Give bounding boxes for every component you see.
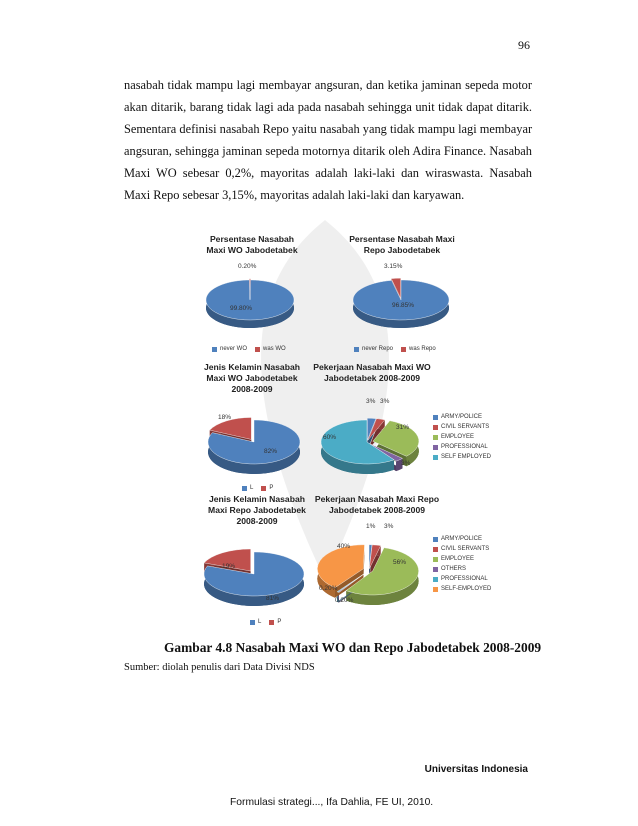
chart-legend — [242, 485, 273, 491]
pie-svg — [311, 406, 423, 486]
body-line: akan ditarik, barang tidak lagi ada pada nasabah sehingga unit tidak dapat ditarik. — [124, 100, 532, 114]
body-line: Maxi Repo sebesar 3,15%, mayoritas adalah laki-laki dan karyawan. — [124, 188, 465, 202]
chart-legend — [433, 536, 491, 596]
slice-label: 3.15% — [384, 263, 403, 270]
body-line: Sementara definisi nasabah Repo yaitu nasabah yang tidak mampu lagi membayar — [124, 122, 533, 136]
legend-item: CIVIL SERVANTS — [433, 424, 491, 430]
slice-label: 3% — [384, 523, 394, 530]
university-name: Universitas Indonesia — [424, 764, 528, 775]
legend-item: OTHERS — [433, 566, 491, 572]
chart-title: Jenis Kelamin Nasabah Maxi Repo Jabodetabek 2008-2009 — [208, 494, 306, 526]
legend-item: P — [269, 619, 281, 625]
legend-item: EMPLOYEE — [433, 434, 491, 440]
legend-item: never Repo — [354, 346, 393, 352]
legend-item: was Repo — [401, 346, 436, 352]
legend-item: was WO — [255, 346, 286, 352]
chart-legend — [250, 619, 281, 625]
figure-pie-charts — [172, 222, 492, 632]
legend-item: EMPLOYEE — [433, 556, 491, 562]
legend-item: SELF-EMPLOYED — [433, 586, 491, 592]
slice-label: 1% — [366, 523, 376, 530]
slice-label: 31% — [396, 424, 410, 431]
figure-source: Sumber: diolah penulis dari Data Divisi NDS — [124, 662, 315, 673]
slice-label: 18% — [218, 414, 232, 421]
slice-label: 60% — [323, 434, 337, 441]
figure-caption: Gambar 4.8 Nasabah Maxi WO dan Repo Jabodetabek 2008-2009 — [164, 640, 542, 655]
legend-item: PROFESSIONAL — [433, 444, 491, 450]
chart-title: Pekerjaan Nasabah Maxi WO Jabodetabek 2008-2009 — [313, 362, 431, 383]
legend-item: ARMY/POLICE — [433, 536, 491, 542]
slice-label: 0.20% — [335, 597, 354, 604]
slice-label: 3% — [380, 398, 390, 405]
legend-item: CIVIL SERVANTS — [433, 546, 491, 552]
legend-item: P — [261, 485, 273, 491]
chart-legend — [433, 414, 491, 464]
body-paragraph — [124, 74, 532, 206]
slice-label: 96.85% — [392, 302, 415, 309]
pie-svg — [311, 532, 427, 618]
slice-label: 81% — [266, 595, 280, 602]
legend-item: L — [250, 619, 261, 625]
slice-label: 99.80% — [230, 305, 253, 312]
page-footer: Formulasi strategi..., Ifa Dahlia, FE UI, 2010. — [230, 797, 434, 808]
page-number: 96 — [518, 38, 530, 52]
chart-maxi-wo-share — [192, 222, 332, 362]
chart-title: Persentase Nasabah Maxi Repo Jabodetabek — [349, 234, 455, 255]
legend-item: PROFESSIONAL — [433, 576, 491, 582]
slice-label: 40% — [337, 543, 351, 550]
slice-label: 82% — [264, 448, 278, 455]
chart-title: Persentase Nasabah Maxi WO Jabodetabek — [206, 234, 298, 255]
legend-item: SELF EMPLOYED — [433, 454, 491, 460]
pie-svg — [196, 540, 312, 616]
chart-title: Jenis Kelamin Nasabah Maxi WO Jabodetabek 2008-2009 — [203, 362, 300, 394]
pie-svg — [198, 408, 308, 482]
chart-maxi-repo-share — [332, 222, 472, 362]
slice-label: 3% — [401, 460, 411, 467]
slice-label: 0.20% — [238, 263, 257, 270]
legend-item: L — [242, 485, 253, 491]
slice-label: 3% — [366, 398, 376, 405]
body-line: angsuran, sehingga jaminan sepeda motornya ditarik oleh Adira Finance. Nasabah — [124, 144, 532, 158]
chart-legend — [354, 346, 436, 352]
body-line: Maxi WO sebesar 0,2%, mayoritas adalah laki-laki dan wiraswasta. Nasabah — [124, 166, 532, 180]
slice-label: 0.20% — [319, 585, 338, 592]
legend-item: never WO — [212, 346, 247, 352]
chart-legend — [212, 346, 286, 352]
chart-occupation-maxi-wo — [307, 362, 497, 494]
body-line: nasabah tidak mampu lagi membayar angsuran, dan ketika jaminan sepeda motor — [124, 78, 532, 92]
pie-svg — [200, 272, 300, 336]
pie-slice — [353, 280, 449, 320]
chart-title: Pekerjaan Nasabah Maxi Repo Jabodetabek 2008-2009 — [314, 494, 440, 515]
chart-occupation-maxi-repo — [307, 494, 497, 632]
slice-label: 56% — [393, 559, 407, 566]
legend-item: ARMY/POLICE — [433, 414, 491, 420]
slice-label: 19% — [222, 563, 236, 570]
